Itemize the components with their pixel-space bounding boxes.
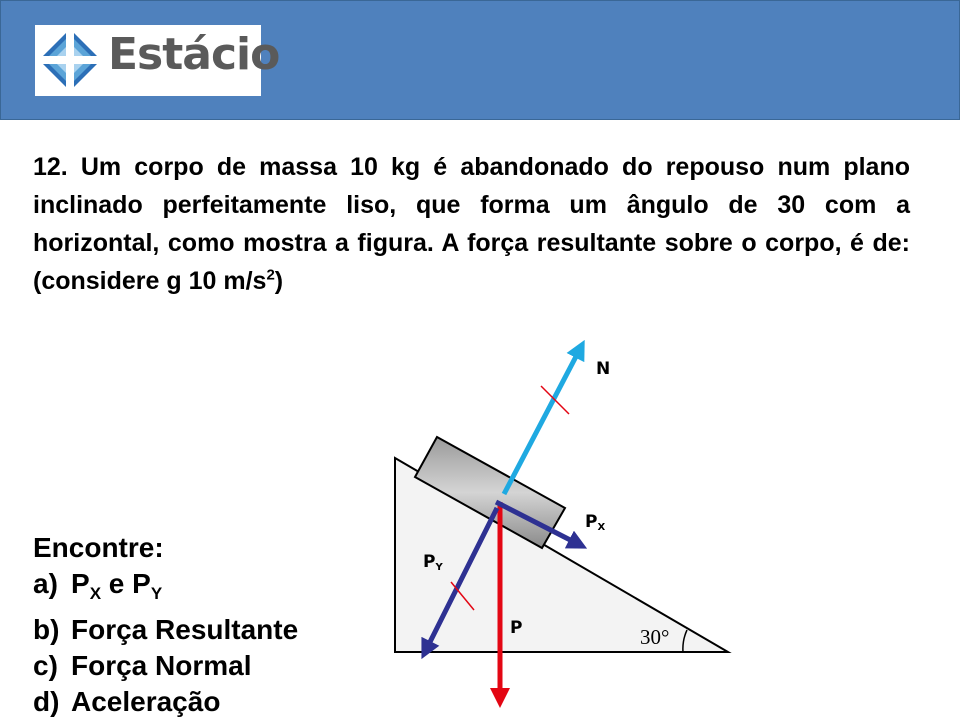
normal-label: N bbox=[596, 359, 611, 379]
task-a-py-base: P bbox=[132, 568, 151, 599]
normal-tick-mark bbox=[541, 386, 569, 414]
task-item-a bbox=[33, 566, 298, 612]
task-b-text: Força Resultante bbox=[71, 614, 299, 645]
task-a-py-sub: Y bbox=[150, 584, 163, 603]
task-item-b bbox=[33, 612, 298, 648]
task-c-marker: c) bbox=[33, 650, 58, 681]
task-d-text: Aceleração bbox=[71, 686, 221, 717]
px-label bbox=[585, 512, 605, 533]
tasks-title: Encontre: bbox=[33, 532, 164, 563]
normal-vector bbox=[504, 347, 581, 494]
py-label-sub: Y bbox=[435, 562, 443, 573]
px-label-base: P bbox=[585, 512, 598, 532]
task-b-marker: b) bbox=[33, 614, 60, 645]
task-item-c bbox=[33, 648, 298, 684]
task-a-marker: a) bbox=[33, 568, 58, 599]
weight-label: P bbox=[510, 618, 523, 638]
task-item-d bbox=[33, 684, 298, 720]
task-a-text bbox=[71, 566, 162, 612]
task-a-px-base: P bbox=[71, 568, 90, 599]
py-label bbox=[423, 552, 443, 573]
task-d-marker: d) bbox=[33, 686, 60, 717]
py-label-base: P bbox=[423, 552, 436, 572]
task-a-and: e bbox=[101, 568, 133, 599]
task-c-text: Força Normal bbox=[71, 650, 252, 681]
px-label-sub: X bbox=[597, 522, 606, 533]
tasks-list bbox=[33, 530, 298, 720]
angle-label: 30° bbox=[640, 625, 670, 649]
logo-text: Estácio bbox=[108, 29, 280, 80]
question-exponent: 2 bbox=[266, 266, 275, 284]
question-end: ) bbox=[274, 267, 284, 295]
question-body: 12. Um corpo de massa 10 kg é abandonado do repouso num plano inclinado perfeitamente liso, que forma um ângulo de 30 com a horizontal, como mostra a figura. A força resultante sobre o corpo, é de: (considere g 10 m/s bbox=[33, 153, 910, 295]
task-a-px-sub: X bbox=[89, 584, 102, 603]
